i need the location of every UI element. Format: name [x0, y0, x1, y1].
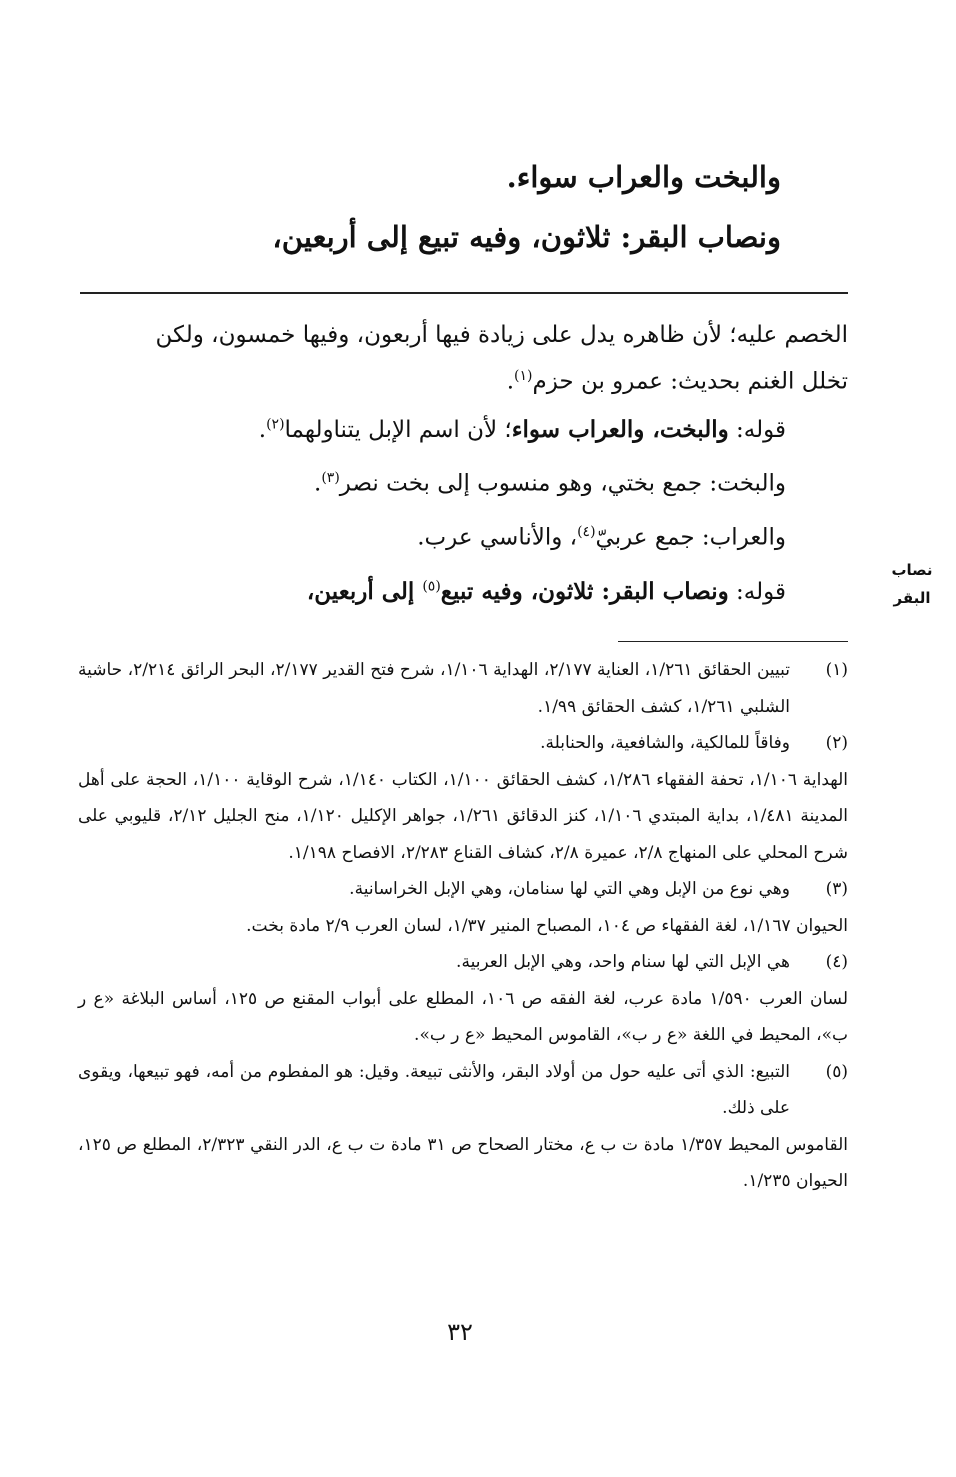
- sharh-line-6: [86, 578, 786, 605]
- quoted-matn-baqar: ونصاب البقر: ثلاثون، وفيه تبيع: [440, 578, 729, 605]
- sharh-line-2-end: .: [506, 368, 515, 395]
- footnote-number: (٥): [825, 1061, 848, 1082]
- footnote-number: (٣): [825, 879, 848, 899]
- footnote-ref-3: (٣): [321, 470, 340, 486]
- matn-line-1: والبخت والعراب سواء.: [506, 160, 781, 194]
- matn-separator-rule: [80, 292, 848, 294]
- footnote-number: (٤): [825, 952, 848, 972]
- sharh-line-3-rest: ؛ لأن اسم الإبل يتناولهما: [284, 417, 512, 443]
- footnote-separator-rule: [618, 641, 848, 642]
- footnote-3-sources: الحيوان ١/١٦٧، لغة الفقهاء ص ١٠٤، المصباح المنير ١/٣٧، لسان العرب ٢/٩ مادة بخت.: [246, 915, 848, 936]
- sharh-line-5: [86, 524, 786, 551]
- footnote-number: (١): [825, 660, 848, 680]
- footnote-4-sources: لسان العرب ١/٥٩٠ مادة عرب، لغة الفقه ص ١٠٦، المطلع على أبواب المقنع ص ١٢٥، أساس البلاغة «ع ر ب»، المحيط في اللغة «ع ر ب»، القاموس المحيط «ع ر ب».: [78, 988, 849, 1045]
- matn-line-2: ونصاب البقر: ثلاثون، وفيه تبيع إلى أربعين،: [272, 220, 781, 254]
- margin-heading: [882, 556, 942, 612]
- margin-heading-line-2: البقر: [893, 589, 931, 607]
- footnotes: [78, 652, 848, 1200]
- sharh-line-4: [86, 470, 786, 497]
- sharh-line-3: [86, 416, 786, 443]
- sharh-line-1: الخصم عليه؛ لأن ظاهره يدل على زيادة فيها أربعون، وفيها خمسون، ولكن: [155, 322, 848, 348]
- page-number: ٣٢: [447, 1318, 473, 1346]
- footnote-text: هي الإبل التي لها سنام واحد، وهي الإبل العربية.: [456, 952, 790, 972]
- margin-heading-line-1: نصاب: [891, 561, 933, 579]
- sharh-line-2-text: تخلل الغنم بحديث: عمرو بن حزم: [532, 368, 848, 395]
- footnote-ref-2: (٢): [266, 416, 285, 433]
- footnote-5: [78, 1054, 848, 1127]
- footnote-ref-1: (١): [514, 368, 533, 384]
- footnote-text: التبيع: الذي أتى عليه حول من أولاد البقر، والأنثى تبيعة. وقيل: هو المفطوم من أمه، فهو تبيعها، ويقوى على ذلك.: [78, 1061, 790, 1118]
- footnote-5-sources: القاموس المحيط ١/٣٥٧ مادة ت ب ع، مختار الصحاح ص ٣١ مادة ت ب ع، الدر النقي ٢/٣٢٣، المطلع ص ١٢٥، الحيوان ١/٢٣٥.: [78, 1134, 848, 1191]
- footnote-2-sources: الهداية ١/١٠٦، تحفة الفقهاء ١/٢٨٦، كشف الحقائق ١/١٠٠، الكتاب ١/١٤٠، شرح الوقاية ١/١٠٠، الحجة على أهل المدينة ١/٤٨١، بداية المبتدي ١/١٠٦، كنز الدقائق ١/٢٦١، جواهر الإكليل ١/١٢٠، منح الجليل ٢/١٢، قليوبي على شرح المحلي على المنهاج ٢/٨، عميرة ٢/٨، كشاف القناع ٢/٢٨٣، الافصاح ١/١٩٨.: [78, 769, 849, 863]
- footnote-text: تبيين الحقائق ١/٢٦١، العناية ٢/١٧٧، الهداية ١/١٠٦، شرح فتح القدير ٢/١٧٧، البحر الرائق ٢/٢١٤، حاشية الشلبي ١/٢٦١، كشف الحقائق ١/٩٩.: [78, 660, 791, 717]
- footnote-text: وهي نوع من الإبل وهي التي لها سنامان، وهي الإبل الخراسانية.: [349, 879, 790, 899]
- footnote-number: (٢): [825, 733, 848, 753]
- sharh-line-3-end: .: [258, 417, 267, 443]
- footnote-4: [78, 944, 848, 981]
- footnote-2: [78, 725, 848, 762]
- sharh-line-5-text-a: والعراب: جمع عربيّ: [595, 524, 786, 551]
- sharh-line-2: [78, 368, 848, 395]
- sharh-line-4-text: والبخت: جمع بختي، وهو منسوب إلى بخت نصر: [339, 470, 786, 497]
- qawluhu-label-2: قوله:: [728, 579, 786, 605]
- quoted-matn-bakht: والبخت، والعراب سواء: [511, 416, 729, 443]
- footnote-1: [78, 652, 848, 725]
- footnote-text: وفاقاً للمالكية، والشافعية، والحنابلة.: [540, 733, 790, 753]
- footnote-3: [78, 871, 848, 908]
- footnote-ref-5: (٥): [422, 578, 441, 595]
- footnote-ref-4: (٤): [577, 524, 596, 540]
- sharh-line-4-end: .: [314, 470, 322, 497]
- sharh-line-5-text-b: ، والأناسي عرب.: [417, 524, 578, 551]
- quoted-matn-baqar-end: إلى أربعين،: [306, 578, 423, 605]
- qawluhu-label: قوله:: [728, 417, 786, 443]
